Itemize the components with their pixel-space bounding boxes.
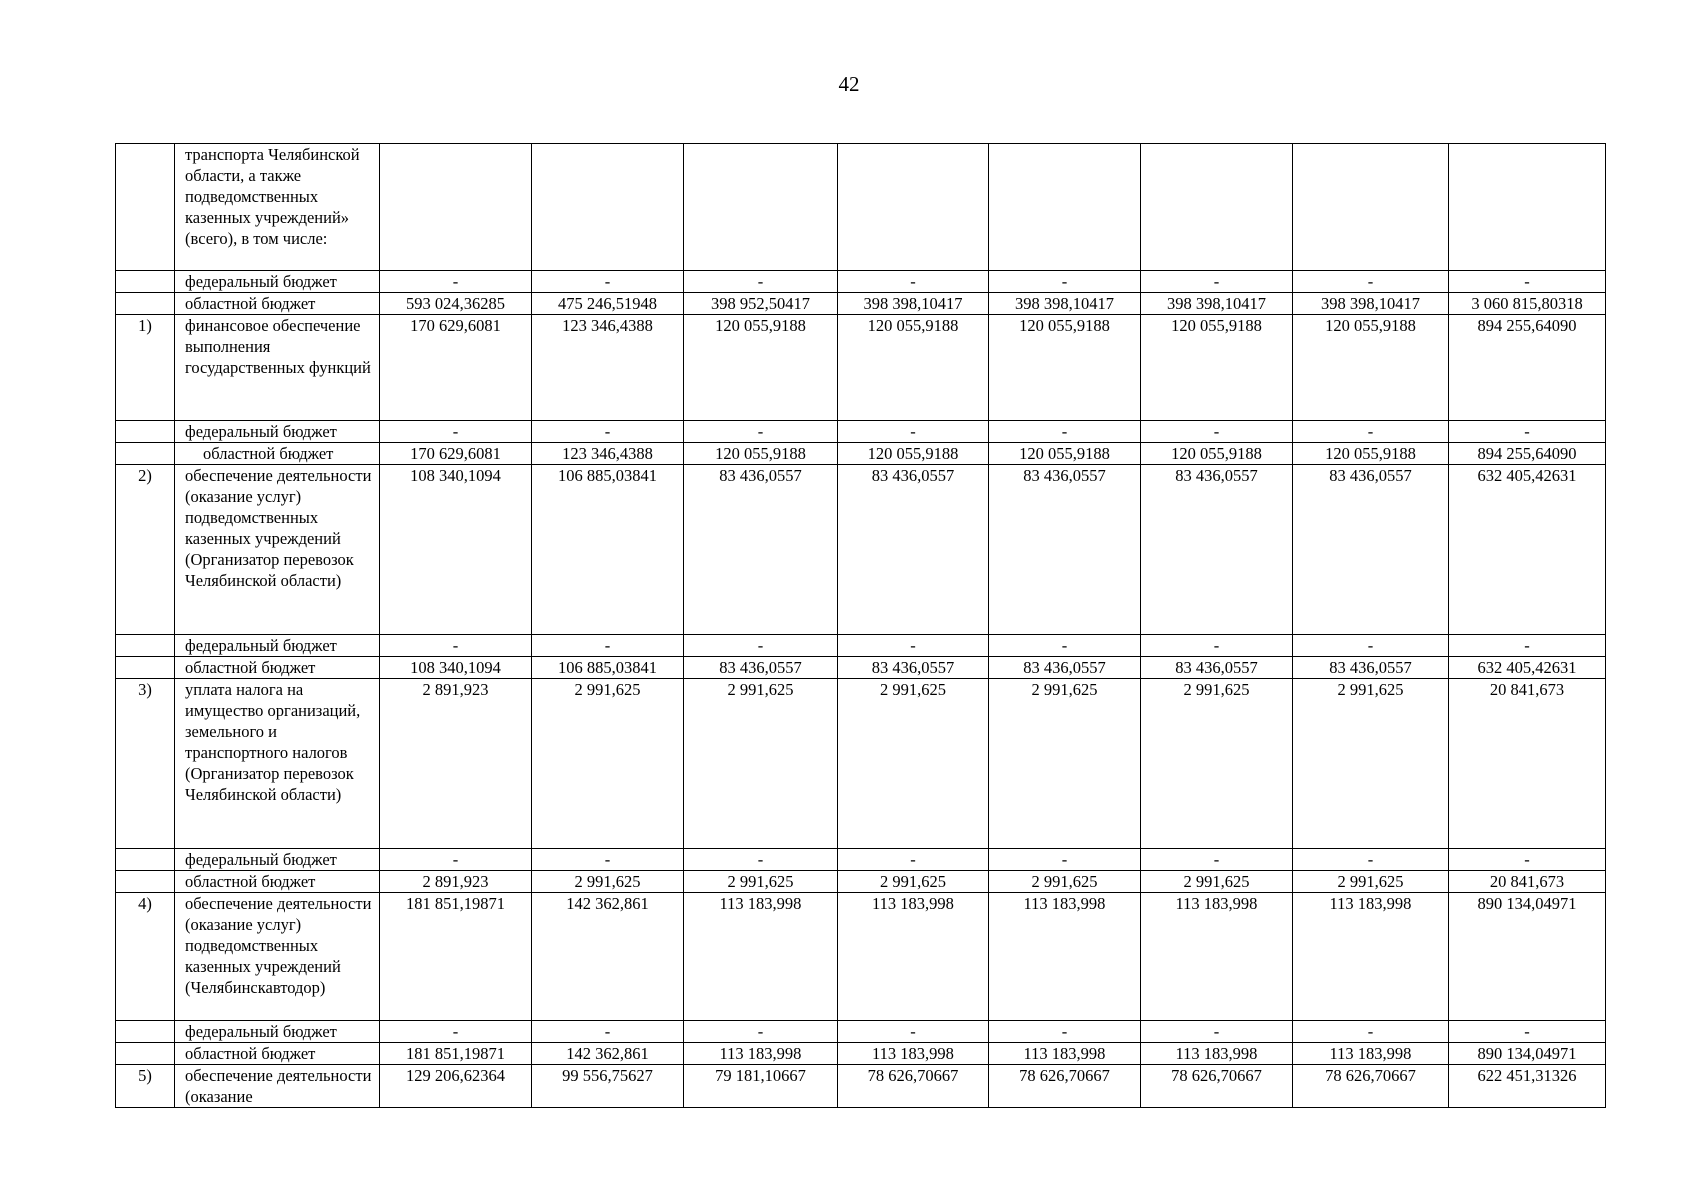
value-cell: 113 183,998 bbox=[1293, 893, 1449, 1021]
value-cell: 83 436,0557 bbox=[989, 465, 1141, 635]
value-cell: 83 436,0557 bbox=[838, 465, 989, 635]
value-cell: 3 060 815,80318 bbox=[1449, 293, 1606, 315]
row-number: 3) bbox=[116, 679, 175, 849]
value-cell: - bbox=[838, 271, 989, 293]
value-cell: - bbox=[1449, 1021, 1606, 1043]
value-cell bbox=[1449, 144, 1606, 271]
value-cell: 2 891,923 bbox=[380, 871, 532, 893]
table-row bbox=[116, 443, 1606, 465]
value-cell: - bbox=[532, 635, 684, 657]
value-cell: 398 398,10417 bbox=[989, 293, 1141, 315]
value-cell: 632 405,42631 bbox=[1449, 465, 1606, 635]
value-cell: - bbox=[989, 421, 1141, 443]
value-cell: 83 436,0557 bbox=[684, 465, 838, 635]
value-cell: 113 183,998 bbox=[684, 1043, 838, 1065]
table-row bbox=[116, 421, 1606, 443]
value-cell: 170 629,6081 bbox=[380, 443, 532, 465]
value-cell: 2 991,625 bbox=[989, 871, 1141, 893]
value-cell: - bbox=[838, 1021, 989, 1043]
row-number bbox=[116, 657, 175, 679]
row-name: областной бюджет bbox=[175, 443, 380, 465]
row-name: федеральный бюджет bbox=[175, 421, 380, 443]
row-number bbox=[116, 1043, 175, 1065]
value-cell: 2 991,625 bbox=[532, 679, 684, 849]
value-cell: 113 183,998 bbox=[1141, 893, 1293, 1021]
value-cell: - bbox=[1293, 271, 1449, 293]
value-cell: 632 405,42631 bbox=[1449, 657, 1606, 679]
value-cell: 120 055,9188 bbox=[684, 443, 838, 465]
row-number bbox=[116, 871, 175, 893]
table-row bbox=[116, 849, 1606, 871]
value-cell: 83 436,0557 bbox=[838, 657, 989, 679]
value-cell: 113 183,998 bbox=[1293, 1043, 1449, 1065]
value-cell: - bbox=[989, 849, 1141, 871]
value-cell: 894 255,64090 bbox=[1449, 315, 1606, 421]
value-cell: - bbox=[1141, 849, 1293, 871]
row-name: федеральный бюджет bbox=[175, 635, 380, 657]
value-cell: - bbox=[532, 1021, 684, 1043]
value-cell: 181 851,19871 bbox=[380, 1043, 532, 1065]
value-cell: - bbox=[684, 1021, 838, 1043]
table-row bbox=[116, 271, 1606, 293]
value-cell: 2 991,625 bbox=[684, 871, 838, 893]
row-number bbox=[116, 293, 175, 315]
table-row bbox=[116, 1065, 1606, 1108]
value-cell bbox=[684, 144, 838, 271]
value-cell: 2 991,625 bbox=[989, 679, 1141, 849]
value-cell: 398 398,10417 bbox=[1293, 293, 1449, 315]
value-cell: 622 451,31326 bbox=[1449, 1065, 1606, 1108]
value-cell: - bbox=[1293, 635, 1449, 657]
row-name: финансовое обеспечение выполнения государственных функций bbox=[175, 315, 380, 421]
value-cell: 83 436,0557 bbox=[684, 657, 838, 679]
value-cell: - bbox=[989, 271, 1141, 293]
value-cell: 129 206,62364 bbox=[380, 1065, 532, 1108]
value-cell: - bbox=[1141, 421, 1293, 443]
table-row bbox=[116, 893, 1606, 1021]
value-cell: - bbox=[838, 635, 989, 657]
value-cell: 398 398,10417 bbox=[1141, 293, 1293, 315]
value-cell: 894 255,64090 bbox=[1449, 443, 1606, 465]
value-cell: 123 346,4388 bbox=[532, 315, 684, 421]
table-row bbox=[116, 144, 1606, 271]
value-cell: - bbox=[838, 849, 989, 871]
row-number: 2) bbox=[116, 465, 175, 635]
value-cell: - bbox=[532, 849, 684, 871]
value-cell: 120 055,9188 bbox=[1293, 443, 1449, 465]
value-cell: 78 626,70667 bbox=[989, 1065, 1141, 1108]
row-name: уплата налога на имущество организаций, земельного и транспортного налогов (Организатор перевозок Челябинской области) bbox=[175, 679, 380, 849]
value-cell: 398 952,50417 bbox=[684, 293, 838, 315]
value-cell: 123 346,4388 bbox=[532, 443, 684, 465]
value-cell: 78 626,70667 bbox=[1293, 1065, 1449, 1108]
value-cell: 120 055,9188 bbox=[989, 315, 1141, 421]
value-cell: - bbox=[380, 271, 532, 293]
value-cell bbox=[380, 144, 532, 271]
table-row bbox=[116, 1021, 1606, 1043]
value-cell: - bbox=[380, 635, 532, 657]
value-cell: 108 340,1094 bbox=[380, 657, 532, 679]
value-cell: - bbox=[380, 421, 532, 443]
value-cell: - bbox=[989, 635, 1141, 657]
value-cell: 181 851,19871 bbox=[380, 893, 532, 1021]
value-cell: 593 024,36285 bbox=[380, 293, 532, 315]
table-row bbox=[116, 635, 1606, 657]
value-cell: - bbox=[1449, 421, 1606, 443]
row-name: областной бюджет bbox=[175, 1043, 380, 1065]
value-cell: 113 183,998 bbox=[989, 1043, 1141, 1065]
row-name: обеспечение деятельности (оказание услуг) подведомственных казенных учреждений (Организатор перевозок Челябинской области) bbox=[175, 465, 380, 635]
value-cell: 120 055,9188 bbox=[838, 443, 989, 465]
value-cell: - bbox=[1293, 1021, 1449, 1043]
row-number: 4) bbox=[116, 893, 175, 1021]
value-cell: 120 055,9188 bbox=[989, 443, 1141, 465]
value-cell: 120 055,9188 bbox=[684, 315, 838, 421]
row-number bbox=[116, 443, 175, 465]
row-name: областной бюджет bbox=[175, 293, 380, 315]
value-cell: 120 055,9188 bbox=[1141, 315, 1293, 421]
row-number bbox=[116, 271, 175, 293]
value-cell: 2 991,625 bbox=[1141, 871, 1293, 893]
value-cell: 2 991,625 bbox=[1293, 871, 1449, 893]
table-row bbox=[116, 293, 1606, 315]
table-row bbox=[116, 871, 1606, 893]
value-cell bbox=[1293, 144, 1449, 271]
value-cell: 2 991,625 bbox=[684, 679, 838, 849]
row-number bbox=[116, 144, 175, 271]
value-cell: 83 436,0557 bbox=[1141, 465, 1293, 635]
table-row bbox=[116, 1043, 1606, 1065]
row-number bbox=[116, 849, 175, 871]
row-name: федеральный бюджет bbox=[175, 271, 380, 293]
row-number bbox=[116, 1021, 175, 1043]
value-cell: 170 629,6081 bbox=[380, 315, 532, 421]
value-cell: 2 991,625 bbox=[838, 871, 989, 893]
value-cell: 99 556,75627 bbox=[532, 1065, 684, 1108]
value-cell: - bbox=[1141, 1021, 1293, 1043]
row-name: областной бюджет bbox=[175, 871, 380, 893]
value-cell: - bbox=[1141, 635, 1293, 657]
value-cell: 83 436,0557 bbox=[1141, 657, 1293, 679]
value-cell: 113 183,998 bbox=[989, 893, 1141, 1021]
value-cell: 113 183,998 bbox=[684, 893, 838, 1021]
value-cell: 20 841,673 bbox=[1449, 679, 1606, 849]
row-number: 1) bbox=[116, 315, 175, 421]
value-cell: 475 246,51948 bbox=[532, 293, 684, 315]
value-cell bbox=[838, 144, 989, 271]
value-cell: 78 626,70667 bbox=[1141, 1065, 1293, 1108]
row-number bbox=[116, 635, 175, 657]
value-cell: 20 841,673 bbox=[1449, 871, 1606, 893]
value-cell: - bbox=[380, 849, 532, 871]
value-cell: - bbox=[684, 421, 838, 443]
value-cell: 83 436,0557 bbox=[1293, 657, 1449, 679]
value-cell: 113 183,998 bbox=[838, 893, 989, 1021]
value-cell: - bbox=[380, 1021, 532, 1043]
row-name: областной бюджет bbox=[175, 657, 380, 679]
table-row bbox=[116, 315, 1606, 421]
value-cell: 2 991,625 bbox=[1141, 679, 1293, 849]
value-cell: 2 991,625 bbox=[532, 871, 684, 893]
row-number bbox=[116, 421, 175, 443]
row-number: 5) bbox=[116, 1065, 175, 1108]
value-cell: 83 436,0557 bbox=[1293, 465, 1449, 635]
value-cell: 2 891,923 bbox=[380, 679, 532, 849]
value-cell: - bbox=[1449, 635, 1606, 657]
value-cell: 890 134,04971 bbox=[1449, 1043, 1606, 1065]
row-name: обеспечение деятельности (оказание услуг) подведомственных казенных учреждений (Челябинскавтодор) bbox=[175, 893, 380, 1021]
value-cell: 113 183,998 bbox=[838, 1043, 989, 1065]
value-cell: - bbox=[838, 421, 989, 443]
value-cell: - bbox=[684, 849, 838, 871]
value-cell: - bbox=[1293, 849, 1449, 871]
table-row bbox=[116, 657, 1606, 679]
row-name: федеральный бюджет bbox=[175, 1021, 380, 1043]
value-cell: 83 436,0557 bbox=[989, 657, 1141, 679]
value-cell: 79 181,10667 bbox=[684, 1065, 838, 1108]
budget-table-body bbox=[116, 144, 1606, 1108]
value-cell: - bbox=[532, 421, 684, 443]
value-cell: 142 362,861 bbox=[532, 893, 684, 1021]
value-cell: 890 134,04971 bbox=[1449, 893, 1606, 1021]
value-cell: 120 055,9188 bbox=[1293, 315, 1449, 421]
value-cell: 120 055,9188 bbox=[1141, 443, 1293, 465]
value-cell: 106 885,03841 bbox=[532, 657, 684, 679]
value-cell: 398 398,10417 bbox=[838, 293, 989, 315]
value-cell bbox=[989, 144, 1141, 271]
value-cell: 142 362,861 bbox=[532, 1043, 684, 1065]
value-cell: - bbox=[1449, 271, 1606, 293]
value-cell: - bbox=[1449, 849, 1606, 871]
value-cell: - bbox=[1293, 421, 1449, 443]
row-name: обеспечение деятельности (оказание bbox=[175, 1065, 380, 1108]
row-name: транспорта Челябинской области, а также подведомственных казенных учреждений» (всего), в том числе: bbox=[175, 144, 380, 271]
value-cell: 120 055,9188 bbox=[838, 315, 989, 421]
value-cell: - bbox=[684, 271, 838, 293]
value-cell: 78 626,70667 bbox=[838, 1065, 989, 1108]
value-cell bbox=[1141, 144, 1293, 271]
value-cell: - bbox=[532, 271, 684, 293]
value-cell: 2 991,625 bbox=[1293, 679, 1449, 849]
row-name: федеральный бюджет bbox=[175, 849, 380, 871]
value-cell: - bbox=[1141, 271, 1293, 293]
value-cell: 113 183,998 bbox=[1141, 1043, 1293, 1065]
value-cell: 108 340,1094 bbox=[380, 465, 532, 635]
value-cell bbox=[532, 144, 684, 271]
value-cell: 106 885,03841 bbox=[532, 465, 684, 635]
page-number: 42 bbox=[838, 72, 860, 96]
value-cell: 2 991,625 bbox=[838, 679, 989, 849]
table-row bbox=[116, 679, 1606, 849]
value-cell: - bbox=[684, 635, 838, 657]
budget-table bbox=[115, 143, 1606, 1108]
value-cell: - bbox=[989, 1021, 1141, 1043]
table-row bbox=[116, 465, 1606, 635]
